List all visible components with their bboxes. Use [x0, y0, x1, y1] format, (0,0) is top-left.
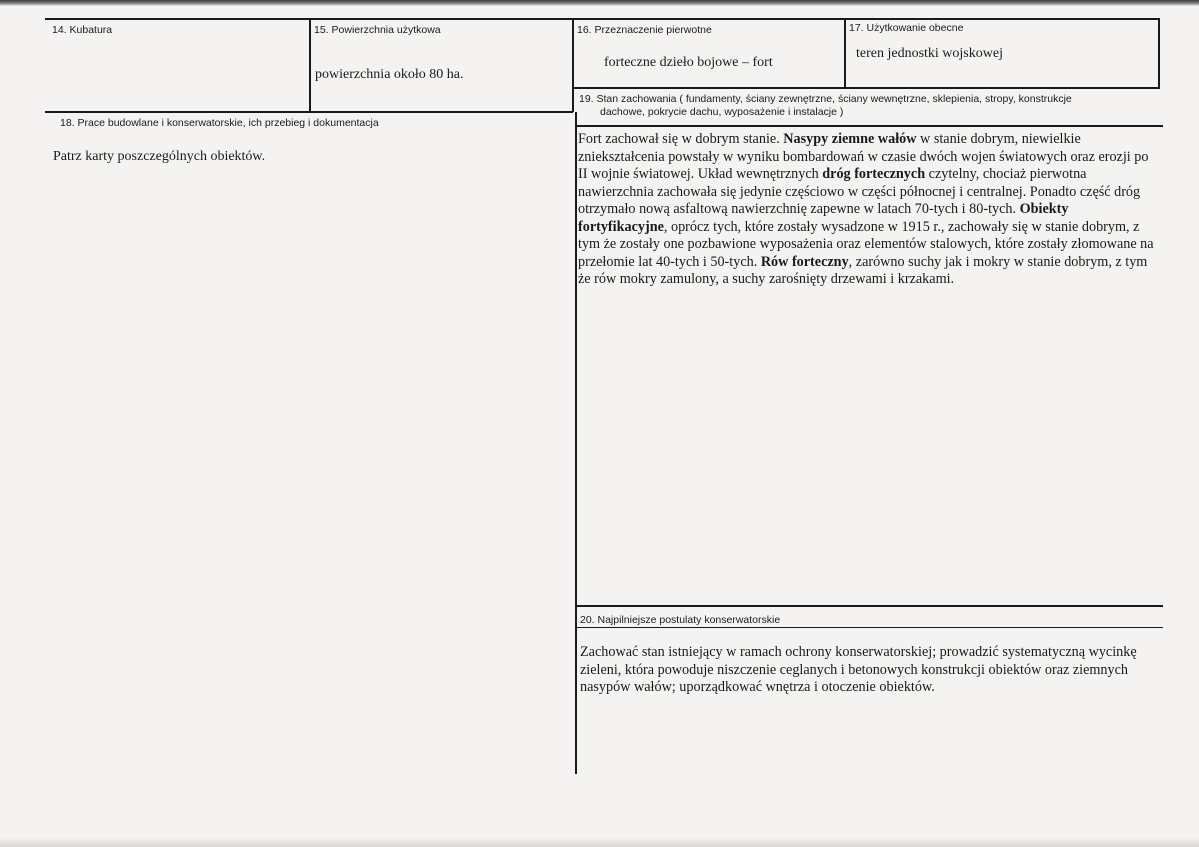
field-16-17-bottom-border [573, 87, 1160, 89]
divider-15-16 [572, 19, 574, 112]
divider-16-17 [844, 19, 846, 87]
field-19-label-underline [576, 125, 1163, 127]
scan-bottom-edge [0, 838, 1199, 847]
field-19-text-run: czytelny, chociaż pierwotna nawierzchnia zachowała się jedynie częściowo w części północnej i centralnej. Ponadto część dróg otrzymało nową asfaltową nawierzchnię zapewne w latach 70-tych i 80-tych. [578, 166, 1141, 217]
field-20-value: Zachować stan istniejący w ramach ochrony konserwatorskiej; prowadzić systematyczną wycinkę zieleni, która powoduje niszczenie ceglanych i betonowych konstrukcji obiektów oraz ziemnych nasypów wałów; uporządkować wnętrza i otoczenie obiektów. [580, 644, 1137, 695]
field-19-text-run: , oprócz tych, które zostały wysadzone w 1915 r., zachowały się w stanie dobrym, z tym że zostały one pozbawione wyposażenia oraz elementów stalowych, które zostały złomowane na przełomie lat 40-tych i 50-tych. [578, 218, 1154, 270]
field-15-label: 15. Powierzchnia użytkowa [314, 24, 441, 36]
field-14-15-bottom-border [45, 111, 573, 113]
field-15-value: powierzchnia około 80 ha. [315, 67, 464, 82]
field-19-bold-term: Nasypy ziemne wałów [783, 131, 917, 147]
field-14-label: 14. Kubatura [52, 24, 113, 36]
field-20-top-border [576, 605, 1163, 607]
field-19-label-line1: 19. Stan zachowania ( fundamenty, ściany zewnętrzne, ściany wewnętrzne, sklepienia, stropy, konstrukcje [579, 93, 1072, 105]
field-19-label-line2: dachowe, pokrycie dachu, wyposażenie i instalacje ) [600, 106, 844, 118]
field-19-text-run: Fort zachował się w dobrym stanie. [578, 131, 784, 147]
field-19-value [578, 131, 1158, 289]
field-18-label: 18. Prace budowlane i konserwatorskie, ich przebieg i dokumentacja [60, 117, 379, 129]
field-17-label: 17. Użytkowanie obecne [849, 22, 964, 34]
field-20-label: 20. Najpilniejsze postulaty konserwatorskie [580, 614, 781, 626]
field-17-value: teren jednostki wojskowej [856, 46, 1003, 61]
column-right-divider [575, 112, 577, 774]
top-border-line [45, 18, 1160, 20]
field-16-label: 16. Przeznaczenie pierwotne [577, 24, 712, 36]
field-18-value: Patrz karty poszczególnych obiektów. [53, 149, 266, 164]
field-19-text-run: , zarówno suchy jak i mokry w stanie dobrym, z tym że rów mokry zamulony, a suchy zarośnięty drzewami i krzakami. [578, 253, 1148, 287]
field-19-text-run: w stanie dobrym, niewielkie zniekształcenia powstały w wyniku bombardowań w czasie dwóch wojen światowych oraz erozji po II wojnie światowej. Układ wewnętrznych [578, 131, 1149, 182]
field-19-bold-term: dróg fortecznych [822, 166, 926, 182]
field-17-right-border [1158, 19, 1160, 87]
divider-14-15 [309, 19, 311, 112]
field-19-bold-term: Rów forteczny [760, 253, 849, 270]
scan-top-edge [0, 0, 1199, 6]
field-16-value: forteczne dzieło bojowe – fort [604, 55, 773, 70]
field-19-bold-term: Obiekty fortyfikacyjne [578, 201, 1069, 235]
field-20-label-underline [576, 627, 1163, 628]
